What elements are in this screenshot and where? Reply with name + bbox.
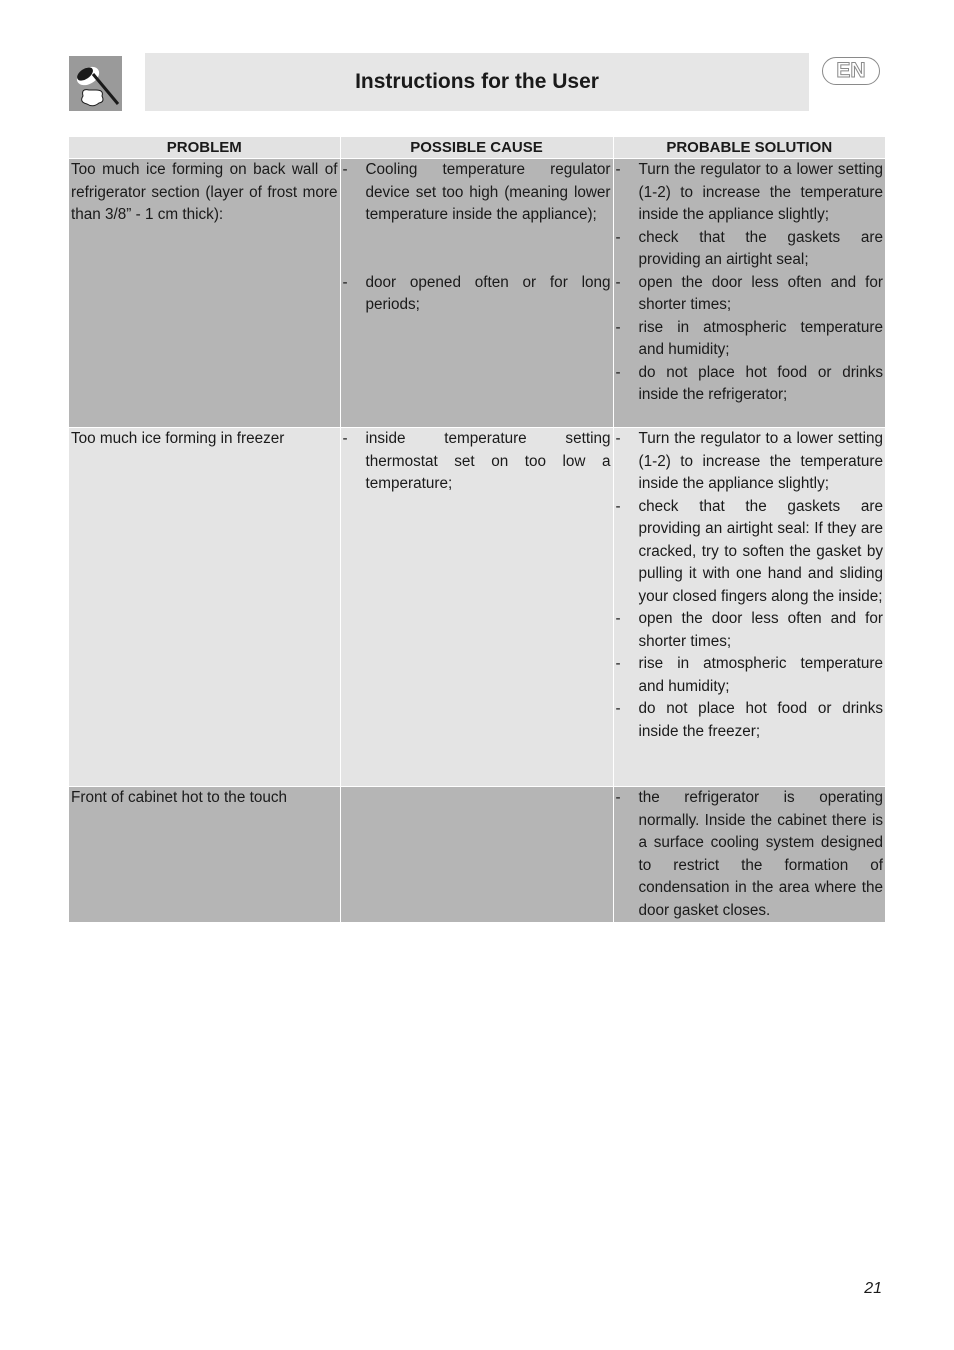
list-item: - the refrigerator is operating normally. Inside the cabinet there is a surface cooling system designed to restrict the formation of condensation in the area where the door gasket closes. (615, 789, 883, 919)
cause-cell (340, 428, 613, 787)
language-badge: EN (822, 57, 880, 85)
list-item: - rise in atmospheric temperature and humidity; (615, 318, 883, 358)
list-item: - Cooling temperature regulator device set too high (meaning lower temperature inside the appliance); (342, 161, 611, 223)
list-item: - do not place hot food or drinks inside the refrigerator; (615, 363, 883, 403)
list-item: - open the door less often and for shorter times; (615, 273, 883, 313)
solution-cell (613, 787, 885, 923)
list-item: - do not place hot food or drinks inside the freezer; (615, 700, 883, 740)
column-header-problem: PROBLEM (69, 137, 340, 159)
table-row (69, 159, 885, 428)
list-item: - open the door less often and for shorter times; (615, 610, 883, 650)
problem-cell: Too much ice forming in freezer (69, 428, 340, 787)
list-item: - door opened often or for long periods; (342, 273, 611, 313)
chef-logo-icon (69, 56, 122, 111)
solution-cell (613, 428, 885, 787)
list-item: - Turn the regulator to a lower setting (1-2) to increase the temperature inside the appliance slightly; (615, 161, 883, 223)
page-number: 21 (864, 1280, 882, 1297)
problem-cell: Front of cabinet hot to the touch (69, 787, 340, 923)
table-row (69, 428, 885, 787)
header-bar (145, 53, 809, 111)
page-title: Instructions for the User (355, 70, 599, 93)
cause-cell (340, 159, 613, 428)
list-item: - inside temperature setting thermostat set on too low a temperature; (342, 430, 611, 492)
cause-cell (340, 787, 613, 923)
table-row (69, 787, 885, 923)
list-item: - rise in atmospheric temperature and humidity; (615, 655, 883, 695)
troubleshooting-table (69, 137, 885, 922)
column-header-cause: POSSIBLE CAUSE (340, 137, 613, 159)
column-header-solution: PROBABLE SOLUTION (613, 137, 885, 159)
list-item: - check that the gaskets are providing an airtight seal: If they are cracked, try to soften the gasket by pulling it with one hand and sliding your closed fingers along the inside; (615, 497, 883, 605)
problem-cell: Too much ice forming on back wall of refrigerator section (layer of frost more than 3/8” - 1 cm thick): (69, 159, 340, 428)
solution-cell (613, 159, 885, 428)
list-item: - Turn the regulator to a lower setting (1-2) to increase the temperature inside the appliance slightly; (615, 430, 883, 492)
table-header-row (69, 137, 885, 159)
list-item: - check that the gaskets are providing an airtight seal; (615, 228, 883, 268)
